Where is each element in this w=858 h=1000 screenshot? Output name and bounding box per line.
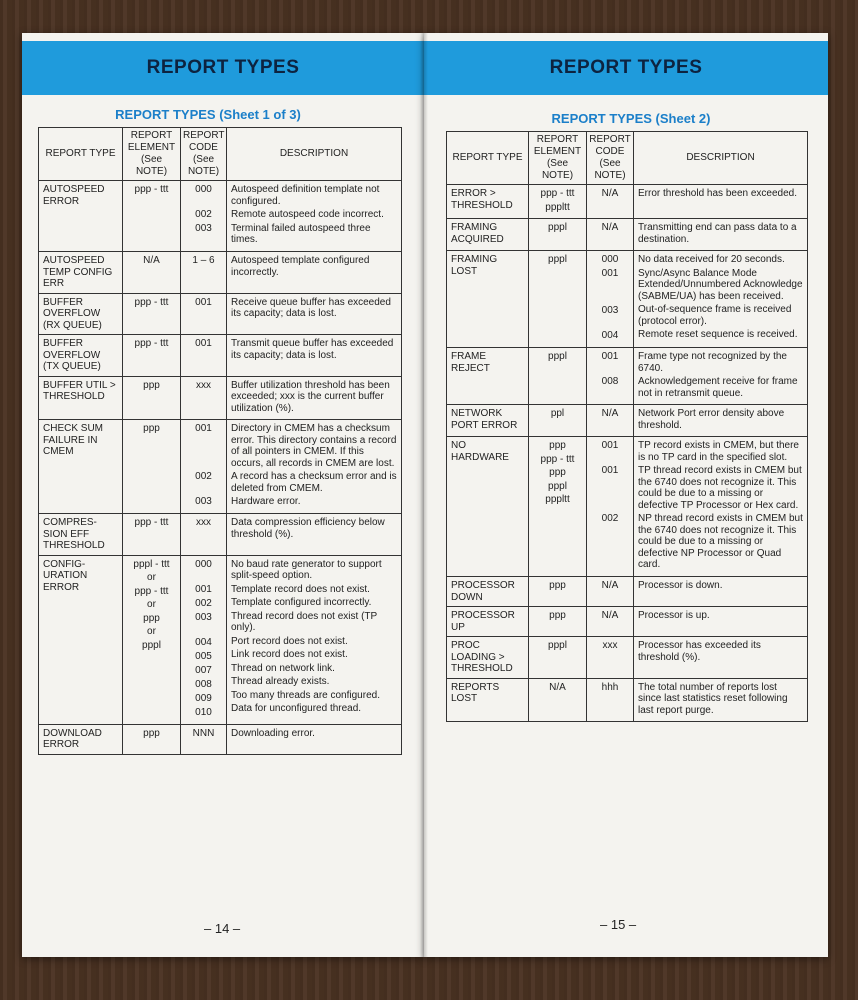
table-row: [447, 607, 808, 637]
report-element-cell: [123, 724, 181, 754]
description-cell: [634, 219, 808, 251]
report-type-cell: PROCESSOR DOWN: [447, 577, 529, 607]
report-element-cell: [123, 420, 181, 514]
header-band: [424, 41, 828, 95]
description-cell: [634, 185, 808, 219]
report-element-cell: [123, 293, 181, 335]
report-code-value: xxx: [602, 640, 618, 651]
report-type-cell: CONFIG-URATION ERROR: [39, 555, 123, 724]
description-text: TP thread record exists in CMEM but the 6740 does not recognize it. This could be due to a missing or defective TP Processor or Hex card.: [638, 465, 802, 511]
report-code-cell: [587, 185, 634, 219]
report-element-value: ppp - ttt: [134, 338, 169, 349]
report-type-cell: PROCESSOR UP: [447, 607, 529, 637]
description-cell: [634, 577, 808, 607]
column-header-report-type: REPORT TYPE: [39, 128, 123, 181]
report-code-value: hhh: [601, 681, 619, 693]
description-text: Processor has exceeded its threshold (%).: [638, 640, 761, 663]
report-element-cell: [529, 437, 587, 577]
report-element-value: ppp - ttt: [134, 585, 169, 597]
report-code-value: 002: [601, 513, 619, 524]
report-element-cell: [529, 607, 587, 637]
report-type-cell: CHECK SUM FAILURE IN CMEM: [39, 420, 123, 514]
report-code-value: 004: [601, 330, 619, 341]
column-header-report-code: REPORT CODE (See NOTE): [181, 128, 227, 181]
description-cell: [634, 348, 808, 405]
description-text: Transmit queue buffer has exceeded its capacity; data is lost.: [231, 338, 394, 361]
description-text: Template configured incorrectly.: [231, 597, 372, 608]
report-code-value: N/A: [601, 580, 619, 591]
report-element-value: ppp - ttt: [134, 517, 169, 528]
report-element-value: pppl: [548, 640, 567, 651]
report-code-cell: [181, 335, 227, 377]
report-element-value: ppp: [549, 467, 566, 478]
report-element-value: ppp: [549, 580, 566, 591]
table-row: [447, 437, 808, 577]
page-header-title: REPORT TYPES: [549, 57, 703, 78]
table-row: [39, 293, 402, 335]
table-row: [39, 514, 402, 556]
page-number: – 14 –: [204, 921, 241, 936]
page-header-title: REPORT TYPES: [146, 57, 300, 78]
description-text: Data compression efficiency below threshold (%).: [231, 517, 385, 540]
description-text: Autospeed template configured incorrectly.: [231, 255, 370, 278]
report-types-table: [38, 127, 402, 755]
description-text: A record has a checksum error and is deleted from CMEM.: [231, 471, 397, 494]
table-row: [39, 420, 402, 514]
description-text: Acknowledgement receive for frame not in retransmit queue.: [638, 376, 798, 399]
report-type-cell: BUFFER OVERFLOW (RX QUEUE): [39, 293, 123, 335]
description-text: TP record exists in CMEM, but there is no TP card in the specified slot.: [638, 440, 799, 463]
column-header-description: DESCRIPTION: [634, 132, 808, 185]
report-element-value: N/A: [143, 255, 160, 266]
description-text: NP thread record exists in CMEM but the 6740 does not recognize it. This could be due to a missing or defective NP Processor or Quad card.: [638, 513, 803, 570]
sheet-title: REPORT TYPES (Sheet 1 of 3): [115, 107, 301, 122]
description-cell: [634, 405, 808, 437]
description-text: Template record does not exist.: [231, 583, 370, 595]
report-code-cell: [181, 376, 227, 420]
report-code-cell: [587, 348, 634, 405]
report-code-value: xxx: [196, 517, 211, 528]
page-15: [424, 33, 828, 957]
description-cell: [227, 420, 402, 514]
description-text: Remote reset sequence is received.: [638, 329, 798, 340]
report-element-value: ppp - ttt: [134, 184, 169, 195]
description-cell: [634, 251, 808, 348]
report-element-value: ppp - ttt: [540, 453, 575, 465]
description-text: Thread on network link.: [231, 662, 335, 674]
page-14: [22, 33, 424, 957]
report-type-cell: PROC LOADING > THRESHOLD: [447, 637, 529, 679]
report-code-value: 000: [601, 254, 619, 265]
description-text: Thread record does not exist (TP only).: [231, 610, 377, 633]
report-element-value: or: [147, 572, 156, 583]
report-element-value: ppp: [143, 727, 160, 739]
description-cell: [227, 514, 402, 556]
table-row: [39, 335, 402, 377]
report-code-value: 001: [601, 268, 619, 279]
report-element-value: or: [147, 626, 156, 637]
table-row: [39, 252, 402, 294]
report-type-cell: COMPRES-SION EFF THRESHOLD: [39, 514, 123, 556]
report-code-value: 009: [195, 692, 212, 704]
sheet-title: REPORT TYPES (Sheet 2): [551, 111, 711, 126]
description-text: Too many threads are configured.: [231, 689, 380, 701]
table-header-row: [39, 128, 402, 181]
table-row: [447, 251, 808, 348]
report-element-cell: [529, 348, 587, 405]
description-cell: [634, 607, 808, 637]
header-band: [22, 41, 424, 95]
report-code-value: 001: [195, 338, 212, 349]
description-cell: [227, 293, 402, 335]
description-text: Port record does not exist.: [231, 635, 348, 647]
report-element-value: pppl: [548, 351, 567, 362]
page-number: – 15 –: [600, 917, 637, 932]
report-code-cell: [587, 251, 634, 348]
report-type-cell: AUTOSPEED ERROR: [39, 181, 123, 252]
description-cell: [227, 376, 402, 420]
table-row: [447, 678, 808, 722]
description-text: Processor is up.: [638, 610, 710, 621]
report-type-cell: NO HARDWARE: [447, 437, 529, 577]
report-element-value: pppl: [548, 480, 567, 492]
report-type-cell: BUFFER UTIL > THRESHOLD: [39, 376, 123, 420]
column-header-report-element: REPORT ELEMENT (See NOTE): [123, 128, 181, 181]
description-text: Buffer utilization threshold has been exceeded; xxx is the current buffer utilization (%).: [231, 379, 390, 414]
report-code-cell: [181, 420, 227, 514]
table-row: [39, 555, 402, 724]
report-code-value: 001: [195, 583, 212, 595]
report-code-cell: [587, 607, 634, 637]
column-header-report-code: REPORT CODE (See NOTE): [587, 132, 634, 185]
report-code-value: 001: [601, 351, 619, 362]
description-cell: [227, 335, 402, 377]
table-row: [447, 185, 808, 219]
report-type-cell: DOWNLOAD ERROR: [39, 724, 123, 754]
description-cell: [634, 678, 808, 722]
report-code-value: 001: [195, 296, 212, 308]
description-text: Network Port error density above threshold.: [638, 408, 785, 431]
report-element-value: pppl: [548, 254, 567, 265]
description-text: Sync/Async Balance Mode Extended/Unnumbered Acknowledge (SABME/UA) has been received.: [638, 267, 803, 302]
booklet: [22, 33, 828, 957]
report-type-cell: ERROR > THRESHOLD: [447, 185, 529, 219]
description-text: Hardware error.: [231, 496, 301, 507]
report-code-cell: [181, 181, 227, 252]
description-cell: [634, 437, 808, 577]
report-element-value: ppp: [143, 423, 160, 434]
report-element-value: ppl: [550, 408, 565, 419]
report-code-value: 005: [195, 650, 212, 662]
table-row: [447, 219, 808, 251]
table-row: [39, 724, 402, 754]
report-element-cell: [123, 181, 181, 252]
description-text: Out-of-sequence frame is received (protocol error).: [638, 304, 792, 327]
report-code-value: 008: [195, 678, 212, 690]
description-text: Link record does not exist.: [231, 649, 348, 660]
table-row: [447, 405, 808, 437]
description-text: Transmitting end can pass data to a destination.: [638, 222, 797, 245]
report-element-cell: [529, 251, 587, 348]
report-element-value: N/A: [549, 681, 566, 693]
report-type-cell: REPORTS LOST: [447, 678, 529, 722]
report-code-value: 007: [195, 664, 212, 676]
report-code-value: 003: [601, 305, 619, 316]
report-code-value: 004: [195, 636, 212, 648]
report-code-cell: [587, 637, 634, 679]
description-text: No baud rate generator to support split-speed option.: [231, 558, 382, 581]
description-text: Error threshold has been exceeded.: [638, 188, 797, 199]
report-element-value: ppp: [549, 610, 566, 621]
table-header-row: [447, 132, 808, 185]
report-code-value: 002: [195, 471, 212, 482]
description-cell: [227, 724, 402, 754]
description-text: Processor is down.: [638, 580, 723, 591]
column-header-report-type: REPORT TYPE: [447, 132, 529, 185]
report-element-cell: [529, 577, 587, 607]
report-code-cell: [587, 577, 634, 607]
report-element-cell: [529, 219, 587, 251]
report-element-cell: [123, 514, 181, 556]
description-cell: [227, 181, 402, 252]
description-text: Data for unconfigured thread.: [231, 703, 362, 714]
report-code-value: 010: [195, 706, 212, 718]
report-code-cell: [181, 252, 227, 294]
report-type-cell: FRAMING ACQUIRED: [447, 219, 529, 251]
description-cell: [227, 555, 402, 724]
report-type-cell: FRAME REJECT: [447, 348, 529, 405]
report-code-cell: [181, 724, 227, 754]
table-row: [39, 376, 402, 420]
report-element-value: pppltt: [545, 201, 570, 213]
description-cell: [227, 252, 402, 294]
report-element-value: ppp - ttt: [540, 188, 575, 199]
report-code-value: 000: [195, 184, 212, 195]
report-code-value: 001: [601, 465, 619, 476]
report-type-cell: FRAMING LOST: [447, 251, 529, 348]
report-code-value: 003: [195, 223, 212, 234]
report-code-value: 001: [601, 440, 619, 451]
report-code-value: 000: [195, 558, 212, 570]
description-text: Remote autospeed code incorrect.: [231, 209, 384, 220]
description-text: Downloading error.: [231, 727, 315, 739]
report-code-value: 001: [195, 423, 212, 434]
report-element-value: ppp: [549, 440, 566, 451]
report-element-cell: [529, 405, 587, 437]
report-code-cell: [181, 514, 227, 556]
report-code-cell: [181, 555, 227, 724]
report-element-value: pppl: [142, 639, 161, 651]
report-types-table: [446, 131, 808, 722]
description-text: The total number of reports lost since last statistics reset following last report purge.: [638, 681, 788, 716]
description-text: Directory in CMEM has a checksum error. This directory contains a record of all pointers in CMEM. If this occurs, all records in CMEM are lost.: [231, 423, 397, 469]
report-element-value: ppp - ttt: [134, 296, 169, 308]
report-type-cell: BUFFER OVERFLOW (TX QUEUE): [39, 335, 123, 377]
report-element-value: pppl: [548, 222, 567, 233]
report-code-cell: [587, 437, 634, 577]
report-code-value: N/A: [601, 408, 619, 419]
description-text: Terminal failed autospeed three times.: [231, 222, 371, 245]
table-row: [39, 181, 402, 252]
report-code-value: 008: [601, 376, 619, 387]
report-code-cell: [587, 678, 634, 722]
description-text: Frame type not recognized by the 6740.: [638, 351, 787, 374]
description-text: No data received for 20 seconds.: [638, 254, 785, 265]
report-code-value: 003: [195, 496, 212, 507]
report-element-value: pppl - ttt: [133, 558, 170, 570]
report-element-value: or: [147, 599, 156, 610]
table-row: [447, 637, 808, 679]
report-element-cell: [123, 335, 181, 377]
report-element-value: ppp: [143, 379, 160, 391]
report-code-cell: [587, 219, 634, 251]
report-code-value: 1 – 6: [192, 255, 215, 266]
report-element-cell: [123, 555, 181, 724]
report-code-value: N/A: [601, 610, 619, 621]
table-row: [447, 348, 808, 405]
report-code-value: N/A: [601, 188, 619, 199]
report-code-value: 002: [195, 209, 212, 220]
report-type-cell: AUTOSPEED TEMP CONFIG ERR: [39, 252, 123, 294]
report-element-cell: [529, 637, 587, 679]
report-code-cell: [181, 293, 227, 335]
report-code-value: 002: [195, 597, 212, 609]
column-header-report-element: REPORT ELEMENT (See NOTE): [529, 132, 587, 185]
column-header-description: DESCRIPTION: [227, 128, 402, 181]
report-code-value: 003: [195, 611, 212, 623]
report-element-cell: [123, 376, 181, 420]
description-text: Autospeed definition template not configured.: [231, 184, 380, 207]
report-element-value: ppp: [143, 612, 160, 624]
table-row: [447, 577, 808, 607]
report-type-cell: NETWORK PORT ERROR: [447, 405, 529, 437]
report-element-cell: [529, 678, 587, 722]
description-cell: [634, 637, 808, 679]
report-code-value: NNN: [192, 727, 215, 739]
report-element-cell: [123, 252, 181, 294]
report-code-value: xxx: [196, 379, 211, 391]
report-code-cell: [587, 405, 634, 437]
report-element-cell: [529, 185, 587, 219]
description-text: Thread already exists.: [231, 676, 330, 687]
report-element-value: pppltt: [545, 494, 570, 505]
description-text: Receive queue buffer has exceeded its capacity; data is lost.: [231, 296, 391, 319]
report-code-value: N/A: [601, 222, 619, 233]
